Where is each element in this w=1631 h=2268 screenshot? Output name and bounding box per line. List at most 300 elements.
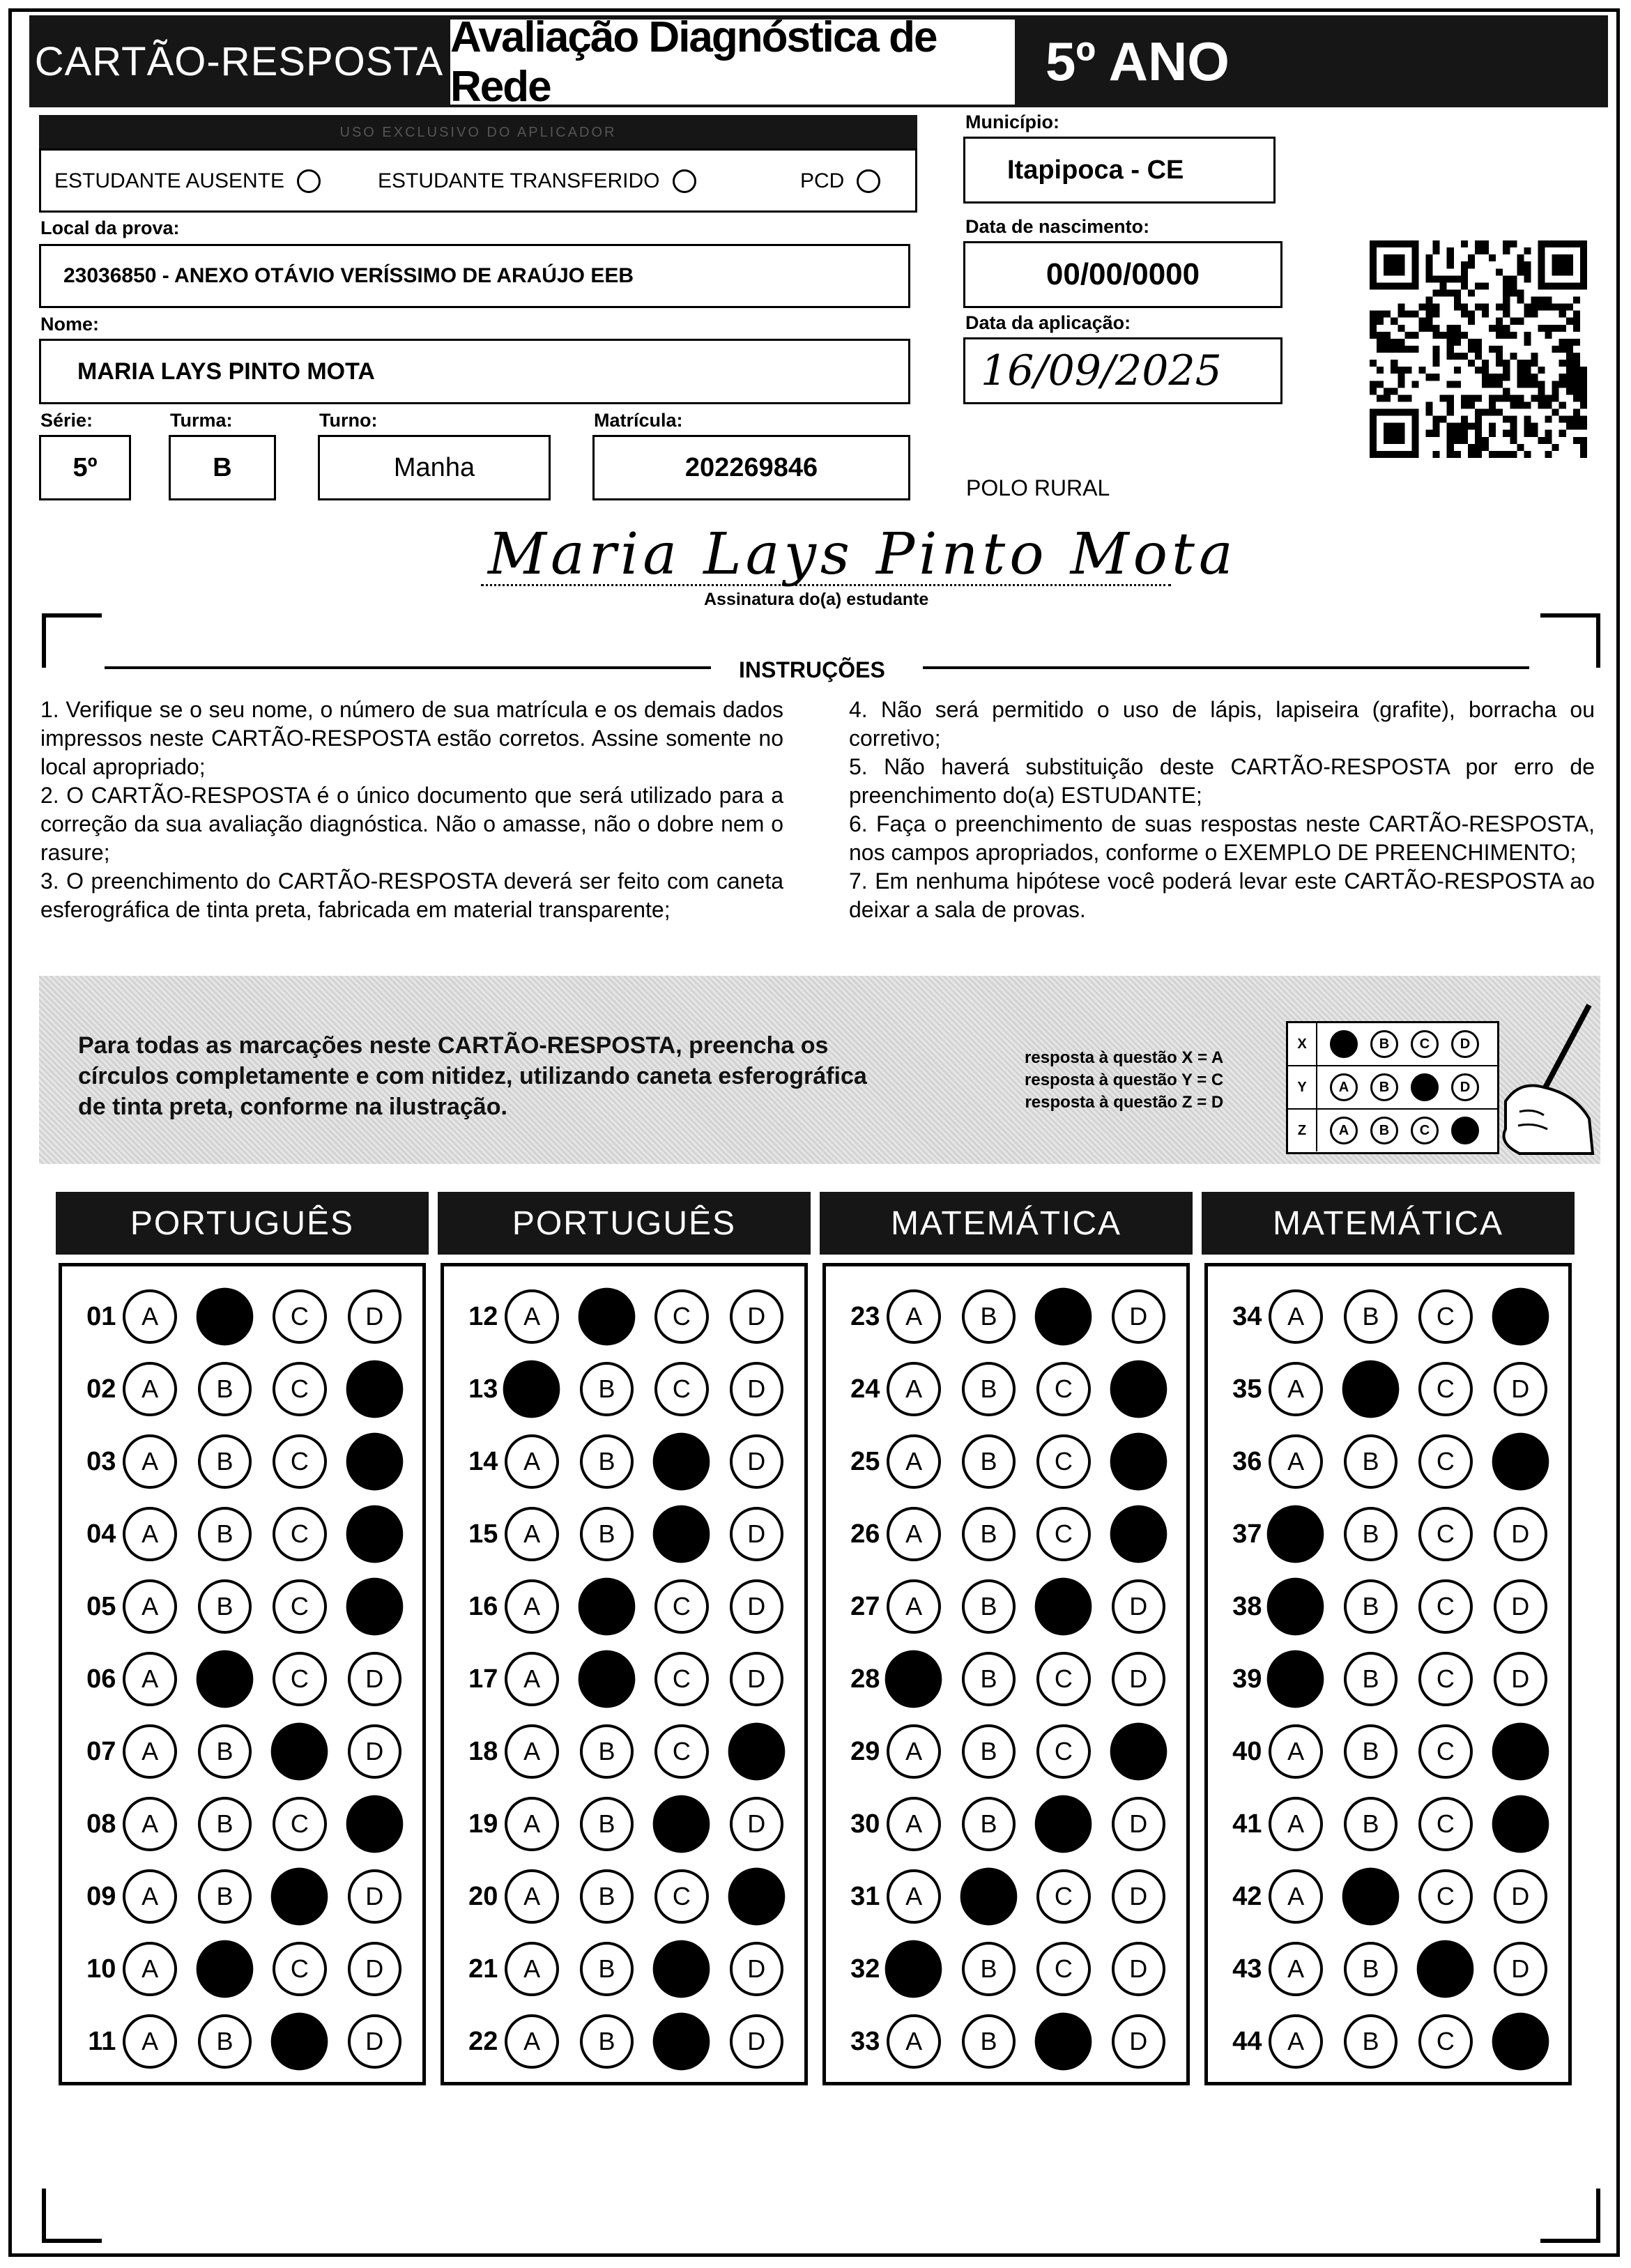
answer-bubble-a[interactable]: A [505,2014,558,2069]
example-bubble-b: B [1370,1117,1398,1144]
answer-bubble-b[interactable]: B [198,1724,252,1779]
question-row [69,1570,422,1643]
qr-code [1370,240,1587,458]
answer-bubble-a[interactable] [1267,1578,1324,1636]
question-number: 26 [850,1519,880,1549]
answer-bubble-b[interactable]: B [962,1434,1016,1489]
question-row [1215,1643,1568,1715]
class-field: B [169,435,276,500]
answer-bubble-b[interactable]: B [580,1869,634,1924]
instructions-left [40,696,783,924]
answer-bubble-a[interactable]: A [887,2014,940,2069]
answer-bubble-d[interactable]: D [730,1579,783,1634]
answer-bubble-b[interactable]: B [962,1797,1016,1851]
question-number: 33 [850,2026,880,2056]
exam-title: Avaliação Diagnóstica de Rede [450,20,1015,105]
answer-bubble-c[interactable]: C [273,1942,326,1996]
answer-bubble-c[interactable] [653,1940,710,1998]
example-bubble-c: C [1411,1117,1439,1144]
grade-label: 5º ANO [1046,30,1230,92]
question-row [1215,1498,1568,1570]
answer-bubble-c[interactable]: C [654,1869,708,1924]
answer-bubble-b[interactable]: B [580,1942,634,1996]
answer-bubble-b[interactable]: B [198,1362,252,1416]
answer-bubble-a[interactable]: A [505,1652,558,1706]
question-row [451,1860,804,1933]
question-number: 43 [1232,1954,1262,1984]
answer-bubble-a[interactable]: A [123,1362,176,1416]
question-number: 38 [1232,1591,1262,1621]
application-date-label: Data da aplicação: [965,312,1131,333]
question-row [833,1570,1186,1643]
question-number: 22 [468,2026,498,2056]
question-number: 09 [86,1881,116,1911]
birthdate-label: Data de nascimento: [965,216,1150,237]
instruction-7: 7. Em nenhuma hipótese você poderá levar este CARTÃO-RESPOSTA ao deixar a sala de provas. [849,868,1595,922]
question-number: 03 [86,1446,116,1476]
answer-bubble-c[interactable]: C [1036,1362,1090,1416]
question-row [1215,2005,1568,2078]
answer-bubble-c[interactable] [271,1723,328,1781]
answer-bubble-a[interactable]: A [887,1797,940,1851]
answer-bubble-b[interactable] [578,1288,635,1346]
registration-field: 202269846 [592,435,910,500]
answer-bubble-d[interactable] [1110,1361,1167,1418]
answer-bubble-d[interactable] [346,1433,403,1491]
answer-bubble-b[interactable] [960,1868,1017,1926]
answer-bubble-b[interactable]: B [1344,2014,1398,2069]
question-number: 30 [850,1809,880,1839]
answer-bubble-a[interactable]: A [123,2014,176,2069]
question-row [451,1570,804,1643]
answer-bubble-a[interactable]: A [1269,1797,1322,1851]
question-row [69,2005,422,2078]
transferred-option[interactable] [378,169,696,193]
answer-bubble-d[interactable]: D [1112,1797,1165,1851]
absent-checkbox[interactable] [297,169,321,193]
answer-bubble-c[interactable]: C [1418,2014,1472,2069]
answer-bubble-a[interactable]: A [887,1724,940,1779]
answer-bubble-d[interactable]: D [1112,1869,1165,1924]
answer-bubble-b[interactable] [196,1940,253,1998]
name-field: MARIA LAYS PINTO MOTA [39,339,910,404]
answer-bubble-d[interactable]: D [1112,1579,1165,1634]
example-row-label: X [1288,1023,1317,1065]
question-number: 07 [86,1736,116,1766]
question-number: 41 [1232,1809,1262,1839]
card-title: CARTÃO-RESPOSTA [34,38,444,84]
answer-bubble-d[interactable]: D [730,1797,783,1851]
answer-bubble-d[interactable] [1492,1723,1549,1781]
answer-bubble-b[interactable]: B [1344,1507,1398,1561]
question-row [833,1643,1186,1715]
answer-bubble-d[interactable] [728,1868,785,1926]
question-row [69,1860,422,1933]
question-number: 25 [850,1446,880,1476]
question-row [833,1788,1186,1860]
answer-bubble-d[interactable]: D [1112,2014,1165,2069]
answer-bubble-a[interactable]: A [505,1942,558,1996]
answer-bubble-b[interactable]: B [580,1434,634,1489]
answer-bubble-d[interactable]: D [730,2014,783,2069]
question-number: 34 [1232,1301,1262,1331]
answer-bubble-b[interactable] [1342,1361,1399,1418]
question-number: 15 [468,1519,498,1549]
answer-bubble-d[interactable]: D [1112,1289,1165,1344]
answer-bubble-d[interactable]: D [730,1942,783,1996]
answer-bubble-c[interactable]: C [654,1362,708,1416]
answer-bubble-c[interactable]: C [654,1579,708,1634]
question-row [1215,1860,1568,1933]
question-number: 37 [1232,1519,1262,1549]
question-number: 36 [1232,1446,1262,1476]
answer-bubble-c[interactable] [1035,2013,1092,2071]
answer-bubble-d[interactable]: D [1494,1507,1547,1561]
question-number: 28 [850,1664,880,1694]
question-row [69,1715,422,1788]
answer-bubble-d[interactable]: D [1494,1942,1547,1996]
answer-bubble-d[interactable]: D [1112,1942,1165,1996]
corner-mark-bottom-right [1540,2189,1600,2243]
question-row [451,1425,804,1498]
question-row [69,1353,422,1425]
answer-bubble-b[interactable]: B [198,2014,252,2069]
answer-bubble-c[interactable] [1417,1940,1474,1998]
answer-bubble-b[interactable]: B [1344,1579,1398,1634]
answer-bubble-d[interactable] [1110,1505,1167,1563]
answer-bubble-c[interactable]: C [1036,1652,1090,1706]
example-row [1288,1066,1497,1110]
answer-bubble-c[interactable]: C [273,1289,326,1344]
instructions-title: INSTRUÇÕES [739,657,885,682]
answer-bubble-b[interactable]: B [962,1362,1016,1416]
answer-bubble-c[interactable] [271,1868,328,1926]
instruction-5: 5. Não haverá substituição deste CARTÃO-RESPOSTA por erro de preenchimento do(a) ESTUDANTE; [849,754,1595,808]
question-number: 31 [850,1881,880,1911]
answer-bubble-a[interactable]: A [123,1942,176,1996]
answer-bubble-c[interactable]: C [1036,1507,1090,1561]
answer-bubble-b[interactable]: B [198,1579,252,1634]
example-bubble-d: D [1451,1073,1479,1101]
question-row [69,1280,422,1353]
shift-label: Turno: [319,410,378,431]
answer-bubble-c[interactable]: C [1418,1652,1472,1706]
answer-bubble-b[interactable] [1342,1868,1399,1926]
answer-bubble-a[interactable]: A [505,1507,558,1561]
answer-bubble-d[interactable]: D [1494,1579,1547,1634]
answer-bubble-c[interactable]: C [1036,1942,1090,1996]
question-row [1215,1425,1568,1498]
pcd-option[interactable] [800,169,880,193]
answer-bubble-c[interactable]: C [273,1434,326,1489]
example-row [1288,1023,1497,1066]
transferred-checkbox[interactable] [673,169,696,193]
answer-bubble-d[interactable]: D [730,1652,783,1706]
question-number: 12 [468,1301,498,1331]
question-number: 04 [86,1519,116,1549]
answer-bubble-c[interactable] [1035,1795,1092,1853]
answer-bubble-a[interactable] [1267,1505,1324,1563]
answer-bubble-c[interactable] [1035,1578,1092,1636]
answer-bubble-b[interactable]: B [962,1942,1016,1996]
question-number: 23 [850,1301,880,1331]
answer-bubble-b[interactable]: B [1344,1797,1398,1851]
answer-bubble-c[interactable]: C [1036,1434,1090,1489]
application-date-field: 16/09/2025 [963,337,1282,404]
question-number: 40 [1232,1736,1262,1766]
answer-column [822,1263,1190,2085]
answer-bubble-a[interactable]: A [1269,1362,1322,1416]
answer-bubble-c[interactable]: C [273,1507,326,1561]
answer-bubble-a[interactable]: A [1269,1869,1322,1924]
example-bubble-a: A [1330,1073,1358,1101]
answer-bubble-b[interactable]: B [1344,1942,1398,1996]
answer-bubble-a[interactable]: A [1269,1724,1322,1779]
answer-bubble-b[interactable]: B [198,1797,252,1851]
question-row [833,1933,1186,2005]
answer-bubble-d[interactable]: D [1494,1652,1547,1706]
answer-bubble-a[interactable]: A [887,1289,940,1344]
answer-bubble-d[interactable]: D [730,1507,783,1561]
answer-bubble-a[interactable]: A [505,1797,558,1851]
hand-pen-icon [1478,997,1596,1157]
question-number: 44 [1232,2026,1262,2056]
answer-bubble-c[interactable] [653,1795,710,1853]
answer-bubble-a[interactable]: A [123,1869,176,1924]
answer-bubble-b[interactable]: B [962,2014,1016,2069]
answer-bubble-d[interactable]: D [1494,1869,1547,1924]
question-number: 29 [850,1736,880,1766]
answer-bubble-d[interactable] [1492,1433,1549,1491]
answer-bubble-c[interactable]: C [1036,1869,1090,1924]
answer-bubble-a[interactable]: A [887,1507,940,1561]
answer-bubble-b[interactable]: B [962,1289,1016,1344]
question-number: 14 [468,1446,498,1476]
answer-bubble-b[interactable]: B [1344,1289,1398,1344]
question-row [833,1860,1186,1933]
name-label: Nome: [40,314,100,335]
question-row [451,1498,804,1570]
question-row [833,1715,1186,1788]
answer-bubble-d[interactable] [1492,2013,1549,2071]
answer-bubble-b[interactable]: B [962,1579,1016,1634]
answer-bubble-c[interactable]: C [273,1362,326,1416]
answer-bubble-c[interactable]: C [1418,1362,1472,1416]
answer-bubble-d[interactable] [1110,1723,1167,1781]
instructions-rule-left [105,666,711,669]
answer-bubble-d[interactable] [1492,1288,1549,1346]
question-number: 10 [86,1954,116,1984]
municipio-label: Município: [965,112,1059,132]
answer-bubble-d[interactable]: D [1494,1362,1547,1416]
question-row [69,1498,422,1570]
answer-bubble-a[interactable]: A [505,1434,558,1489]
pcd-checkbox[interactable] [857,169,880,193]
answer-bubble-c[interactable]: C [654,1652,708,1706]
answer-bubble-a[interactable] [503,1361,560,1418]
answer-bubble-a[interactable] [1267,1650,1324,1708]
answer-bubble-b[interactable]: B [1344,1652,1398,1706]
answer-bubble-b[interactable]: B [580,1362,634,1416]
answer-bubble-c[interactable]: C [273,1797,326,1851]
question-number: 02 [86,1374,116,1404]
answer-bubble-d[interactable] [346,1795,403,1853]
fill-example-text: Para todas as marcações neste CARTÃO-RESPOSTA, preencha os círculos completamente e com nitidez, utilizando caneta esferográfica de tinta preta, conforme na ilustração. [78,1032,867,1120]
answer-bubble-a[interactable]: A [1269,1289,1322,1344]
question-number: 06 [86,1664,116,1694]
corner-mark-top-right [1540,613,1600,668]
answer-bubble-c[interactable]: C [1418,1869,1472,1924]
answer-bubble-a[interactable]: A [505,1579,558,1634]
answer-bubble-c[interactable]: C [1418,1724,1472,1779]
answer-bubble-d[interactable] [346,1578,403,1636]
question-row [833,1280,1186,1353]
answer-bubble-c[interactable]: C [1418,1289,1472,1344]
answer-bubble-a[interactable] [885,1650,942,1708]
example-row [1288,1110,1497,1151]
answer-bubble-d[interactable] [1492,1795,1549,1853]
answer-bubble-d[interactable] [346,1361,403,1418]
answer-bubble-a[interactable]: A [887,1869,940,1924]
example-row-label: Y [1288,1066,1317,1108]
question-row [451,2005,804,2078]
answer-bubble-c[interactable]: C [273,1579,326,1634]
question-number: 27 [850,1591,880,1621]
answer-bubble-c[interactable]: C [654,1289,708,1344]
example-bubble-c: C [1411,1030,1439,1058]
transferred-label: ESTUDANTE TRANSFERIDO [378,169,660,192]
answer-bubble-a[interactable]: A [123,1652,176,1706]
answer-bubble-a[interactable]: A [505,1289,558,1344]
answer-bubble-a[interactable]: A [123,1797,176,1851]
question-row [69,1425,422,1498]
answer-bubble-a[interactable]: A [123,1579,176,1634]
answer-bubble-a[interactable]: A [123,1434,176,1489]
answer-bubble-c[interactable] [271,2013,328,2071]
pcd-label: PCD [800,169,845,192]
answer-bubble-c[interactable]: C [1418,1507,1472,1561]
question-row [69,1788,422,1860]
answer-bubble-b[interactable]: B [962,1507,1016,1561]
answer-bubble-d[interactable]: D [348,2014,401,2069]
answer-bubble-d[interactable]: D [348,1289,401,1344]
answer-column [441,1263,808,2085]
answer-bubble-c[interactable] [653,1433,710,1491]
local-field: 23036850 - ANEXO OTÁVIO VERÍSSIMO DE ARAÚJO EEB [39,244,910,308]
question-number: 32 [850,1954,880,1984]
corner-mark-top-left [42,613,102,668]
answer-bubble-b[interactable]: B [580,1797,634,1851]
answer-bubble-d[interactable]: D [730,1434,783,1489]
shift-field: Manha [318,435,551,500]
instruction-4: 4. Não será permitido o uso de lápis, lapiseira (grafite), borracha ou corretivo; [849,697,1595,751]
answer-bubble-b[interactable]: B [962,1724,1016,1779]
answer-bubble-d[interactable]: D [730,1289,783,1344]
answer-bubble-c[interactable] [653,1505,710,1563]
birthdate-field: 00/00/0000 [963,241,1282,308]
answer-bubble-b[interactable]: B [580,1724,634,1779]
example-bubble-a: A [1330,1117,1358,1144]
answer-bubble-c[interactable]: C [654,1724,708,1779]
answer-bubble-b[interactable]: B [198,1434,252,1489]
answer-bubble-a[interactable]: A [505,1869,558,1924]
fill-example-grid [1286,1021,1499,1154]
answer-bubble-c[interactable]: C [273,1652,326,1706]
answer-bubble-a[interactable]: A [123,1724,176,1779]
answer-bubble-d[interactable]: D [730,1362,783,1416]
answer-bubble-a[interactable]: A [1269,1942,1322,1996]
answer-bubble-d[interactable]: D [348,1724,401,1779]
question-row [451,1353,804,1425]
answer-bubble-c[interactable]: C [1418,1797,1472,1851]
answer-bubble-a[interactable]: A [1269,2014,1322,2069]
answer-bubble-d[interactable] [728,1723,785,1781]
answer-bubble-d[interactable]: D [348,1652,401,1706]
answer-bubble-a[interactable]: A [505,1724,558,1779]
answer-bubble-c[interactable] [1035,1288,1092,1346]
answer-bubble-b[interactable]: B [580,1507,634,1561]
answer-bubble-c[interactable]: C [1036,1724,1090,1779]
answer-bubble-b[interactable] [196,1288,253,1346]
question-number: 16 [468,1591,498,1621]
question-row [833,2005,1186,2078]
answer-bubble-a[interactable] [885,1940,942,1998]
question-row [451,1715,804,1788]
answer-bubble-b[interactable]: B [962,1652,1016,1706]
question-row [833,1425,1186,1498]
answer-bubble-d[interactable] [346,1505,403,1563]
signature-caption: Assinatura do(a) estudante [704,590,929,609]
answer-bubble-c[interactable] [653,2013,710,2071]
question-row [451,1280,804,1353]
answer-bubble-b[interactable] [196,1650,253,1708]
question-row [1215,1570,1568,1643]
answer-bubble-b[interactable] [578,1650,635,1708]
answer-bubble-b[interactable]: B [198,1507,252,1561]
question-number: 13 [468,1374,498,1404]
instruction-3: 3. O preenchimento do CARTÃO-RESPOSTA deverá ser feito com caneta esferográfica de tinta preta, fabricada em material transparente; [40,868,783,922]
answer-bubble-b[interactable]: B [580,2014,634,2069]
answer-bubble-b[interactable]: B [1344,1724,1398,1779]
answer-bubble-a[interactable]: A [1269,1434,1322,1489]
question-row [451,1933,804,2005]
answer-bubble-d[interactable]: D [348,1942,401,1996]
question-number: 05 [86,1591,116,1621]
answer-bubble-b[interactable]: B [1344,1434,1398,1489]
applicator-bar: USO EXCLUSIVO DO APLICADOR [39,115,917,150]
answer-bubble-a[interactable]: A [123,1289,176,1344]
absent-option[interactable] [54,169,321,193]
question-number: 18 [468,1736,498,1766]
question-number: 01 [86,1301,116,1331]
answer-bubble-d[interactable]: D [1112,1652,1165,1706]
answer-bubble-a[interactable]: A [887,1579,940,1634]
answer-bubble-c[interactable]: C [1418,1434,1472,1489]
answer-bubble-a[interactable]: A [887,1434,940,1489]
series-field: 5º [39,435,131,500]
answer-bubble-a[interactable]: A [887,1362,940,1416]
question-row [451,1788,804,1860]
example-bubble-b: B [1370,1030,1398,1058]
answer-bubble-c[interactable]: C [1418,1579,1472,1634]
question-number: 19 [468,1809,498,1839]
answer-bubble-a[interactable]: A [123,1507,176,1561]
answer-bubble-b[interactable]: B [198,1869,252,1924]
answer-bubble-b[interactable] [578,1578,635,1636]
answer-bubble-d[interactable]: D [348,1869,401,1924]
question-row [1215,1788,1568,1860]
answer-bubble-d[interactable] [1110,1433,1167,1491]
